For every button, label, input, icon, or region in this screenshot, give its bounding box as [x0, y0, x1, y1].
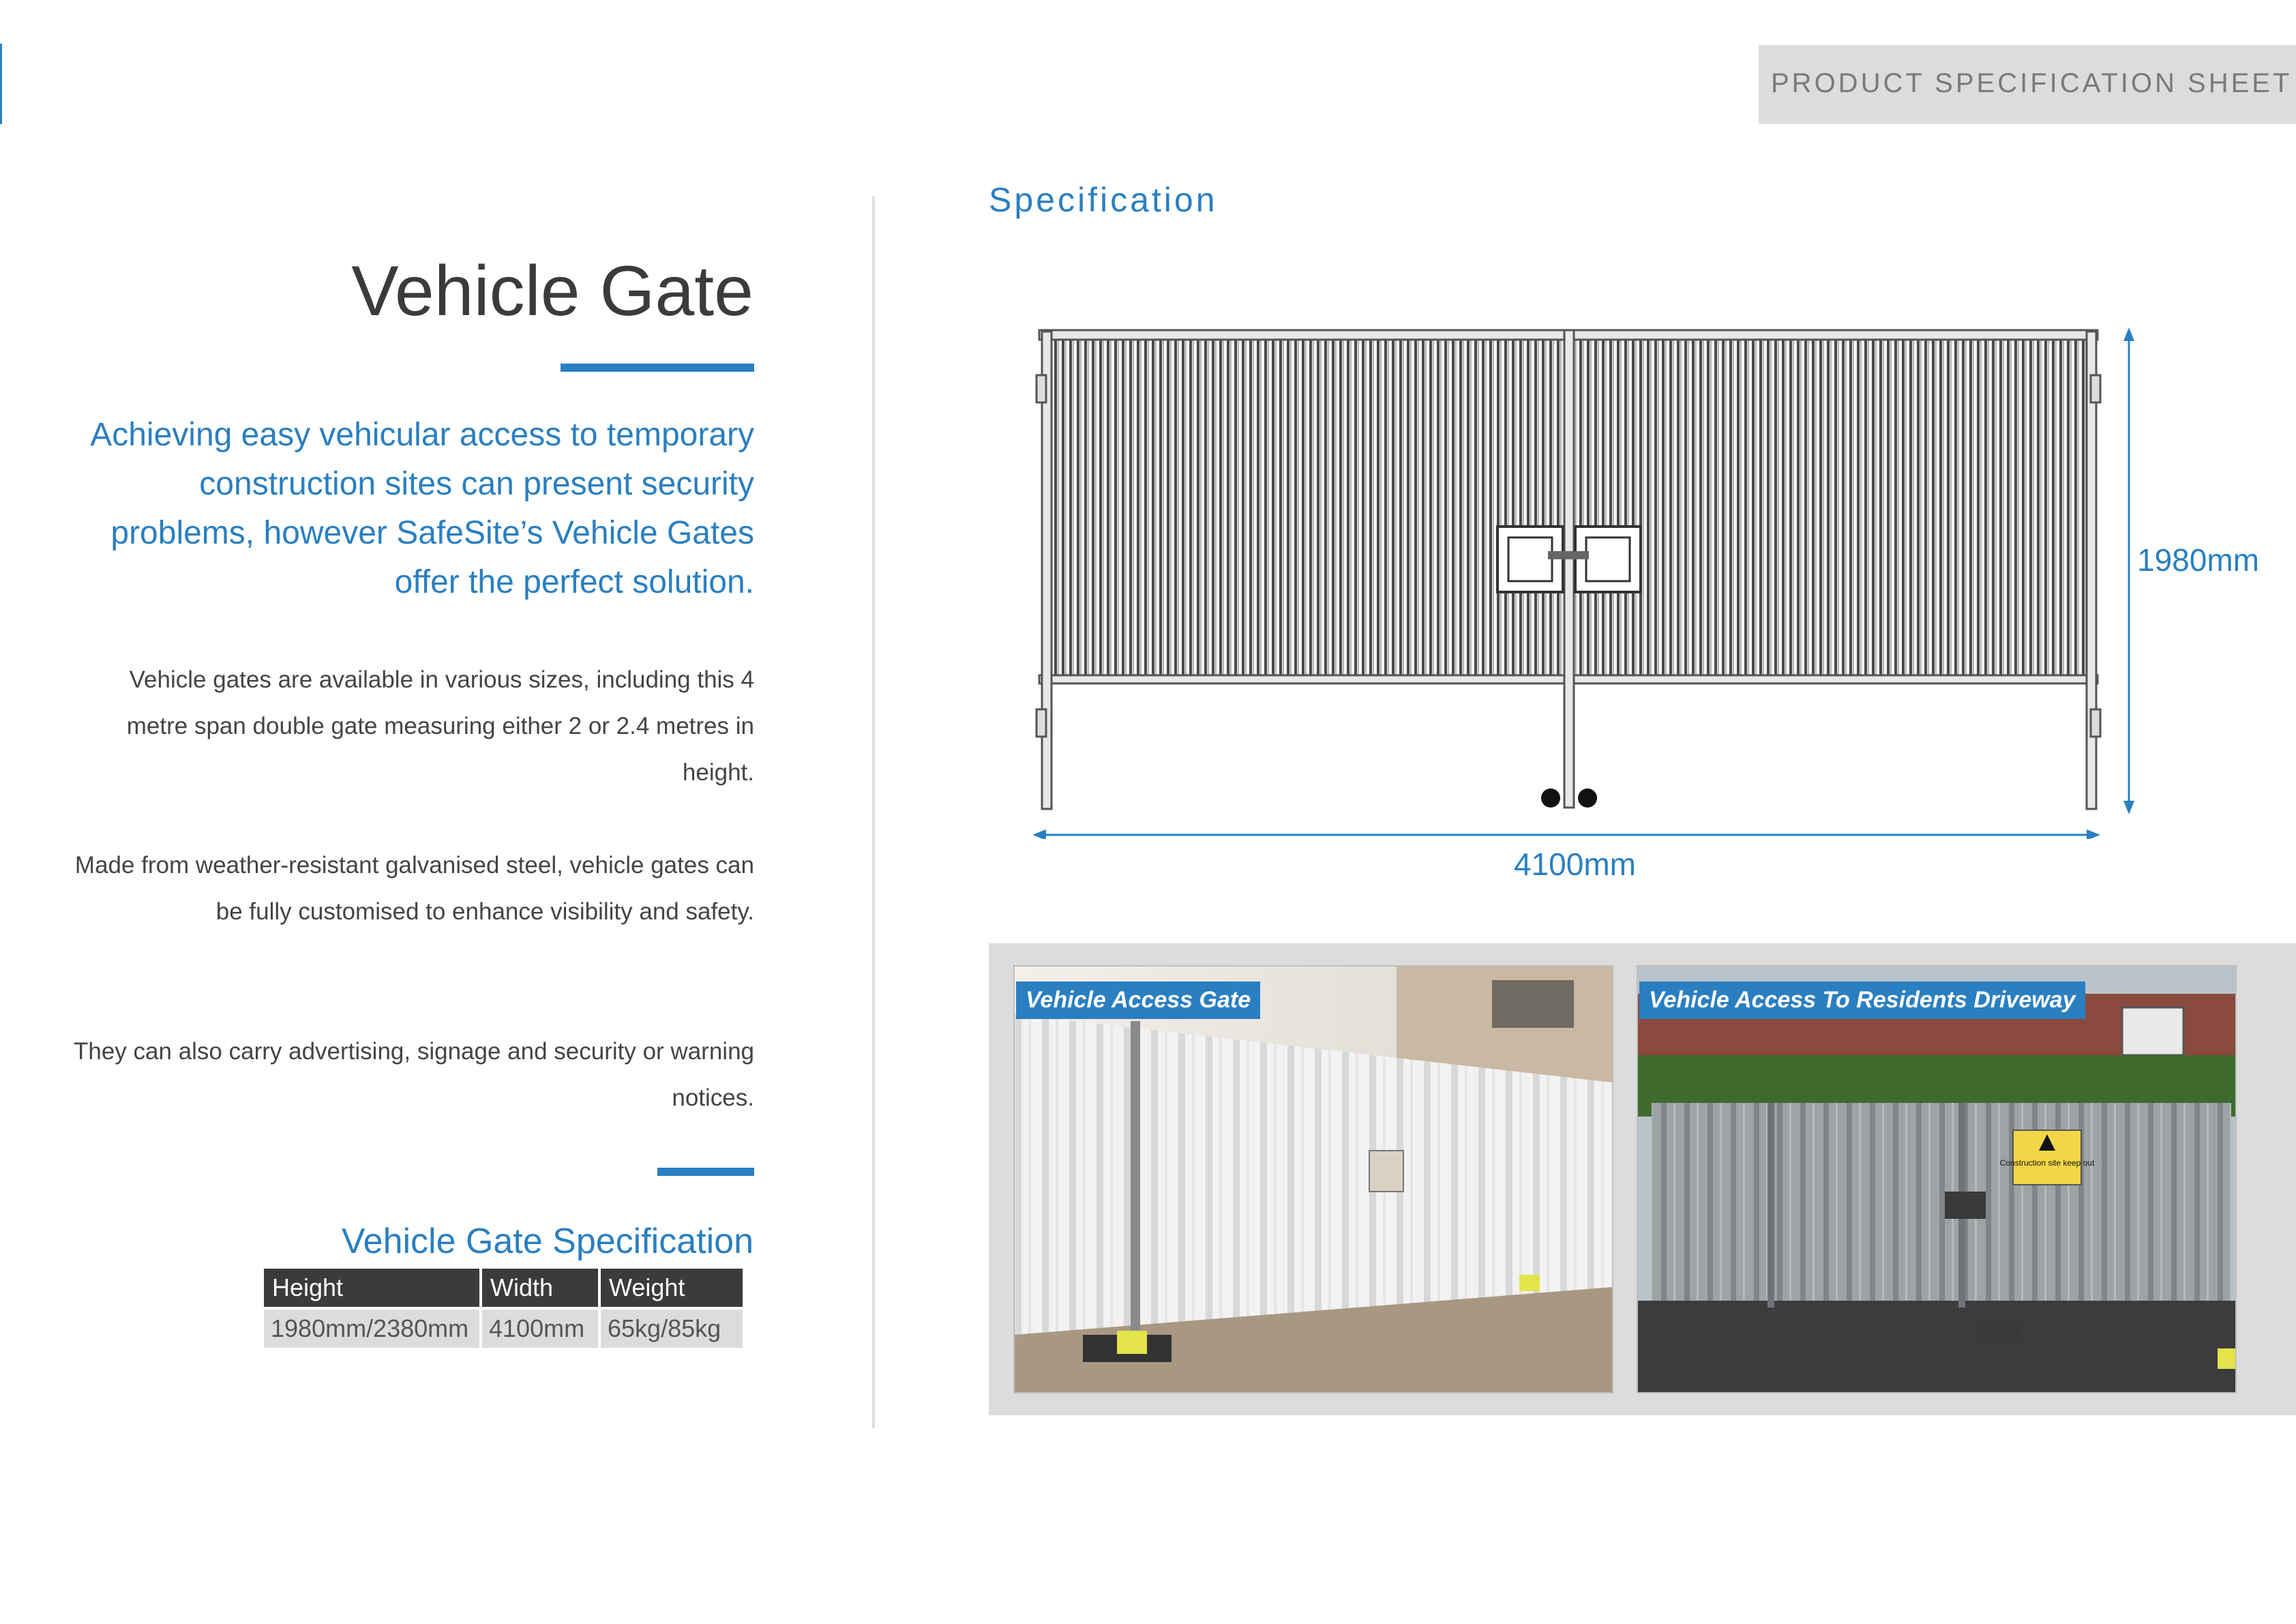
spec-table-title: Vehicle Gate Specification — [341, 1222, 754, 1261]
column-divider — [872, 196, 875, 1428]
width-dimension-arrow — [1032, 829, 2100, 839]
body-paragraph-1: Vehicle gates are available in various sizes, including this 4 metre span double gate measuring either 2 or 2.4 metres in height. — [126, 666, 754, 786]
spec-table-row — [264, 1310, 743, 1348]
photo-2-image — [1638, 966, 2235, 1392]
gate-leaf-left — [1037, 330, 1567, 809]
photo-label-1: Vehicle Access Gate — [1016, 981, 1260, 1019]
photo-strip — [989, 943, 2296, 1415]
spec-header-height: Height — [264, 1269, 479, 1310]
spec-value-height: 1980mm/2380mm — [264, 1310, 479, 1348]
height-dimension-arrow — [2123, 327, 2134, 814]
spec-table — [261, 1269, 745, 1348]
height-dimension-label: 1980mm — [2137, 542, 2259, 578]
title-accent-bar — [561, 364, 754, 372]
spec-header-width: Width — [482, 1269, 598, 1310]
photo-1-image — [1015, 966, 1612, 1392]
spec-header-weight: Weight — [601, 1269, 743, 1310]
spec-value-weight: 65kg/85kg — [601, 1310, 743, 1348]
left-edge-rule — [0, 44, 2, 124]
body-paragraph-3: They can also carry advertising, signage and security or warning notices. — [74, 1038, 754, 1111]
header-badge — [1759, 45, 2296, 124]
gate-leaf-right — [1571, 330, 2100, 809]
photo-residents-driveway — [1637, 965, 2237, 1393]
page-title: Vehicle Gate — [351, 252, 754, 331]
spec-table-header-row — [264, 1269, 743, 1310]
warning-sign-text: Construction site keep out — [1999, 1158, 2095, 1168]
width-dimension-label: 4100mm — [1514, 846, 1636, 882]
lead-paragraph: Achieving easy vehicular access to temporary construction sites can present security problems, however SafeSite’s Vehicle Gates offer the perfect solution. — [90, 417, 754, 600]
specification-heading: Specification — [989, 181, 1218, 219]
photo-vehicle-access-gate — [1013, 965, 1613, 1393]
spec-accent-bar — [657, 1168, 754, 1176]
gate-drawing — [1023, 321, 2141, 839]
header-label: PRODUCT SPECIFICATION SHEET — [1771, 68, 2293, 98]
photo-label-2: Vehicle Access To Residents Driveway — [1639, 981, 2085, 1019]
spec-value-width: 4100mm — [482, 1310, 598, 1348]
centre-post — [1564, 330, 1574, 808]
body-paragraph-2: Made from weather-resistant galvanised steel, vehicle gates can be fully customised to enhance visibility and safety. — [74, 852, 754, 925]
